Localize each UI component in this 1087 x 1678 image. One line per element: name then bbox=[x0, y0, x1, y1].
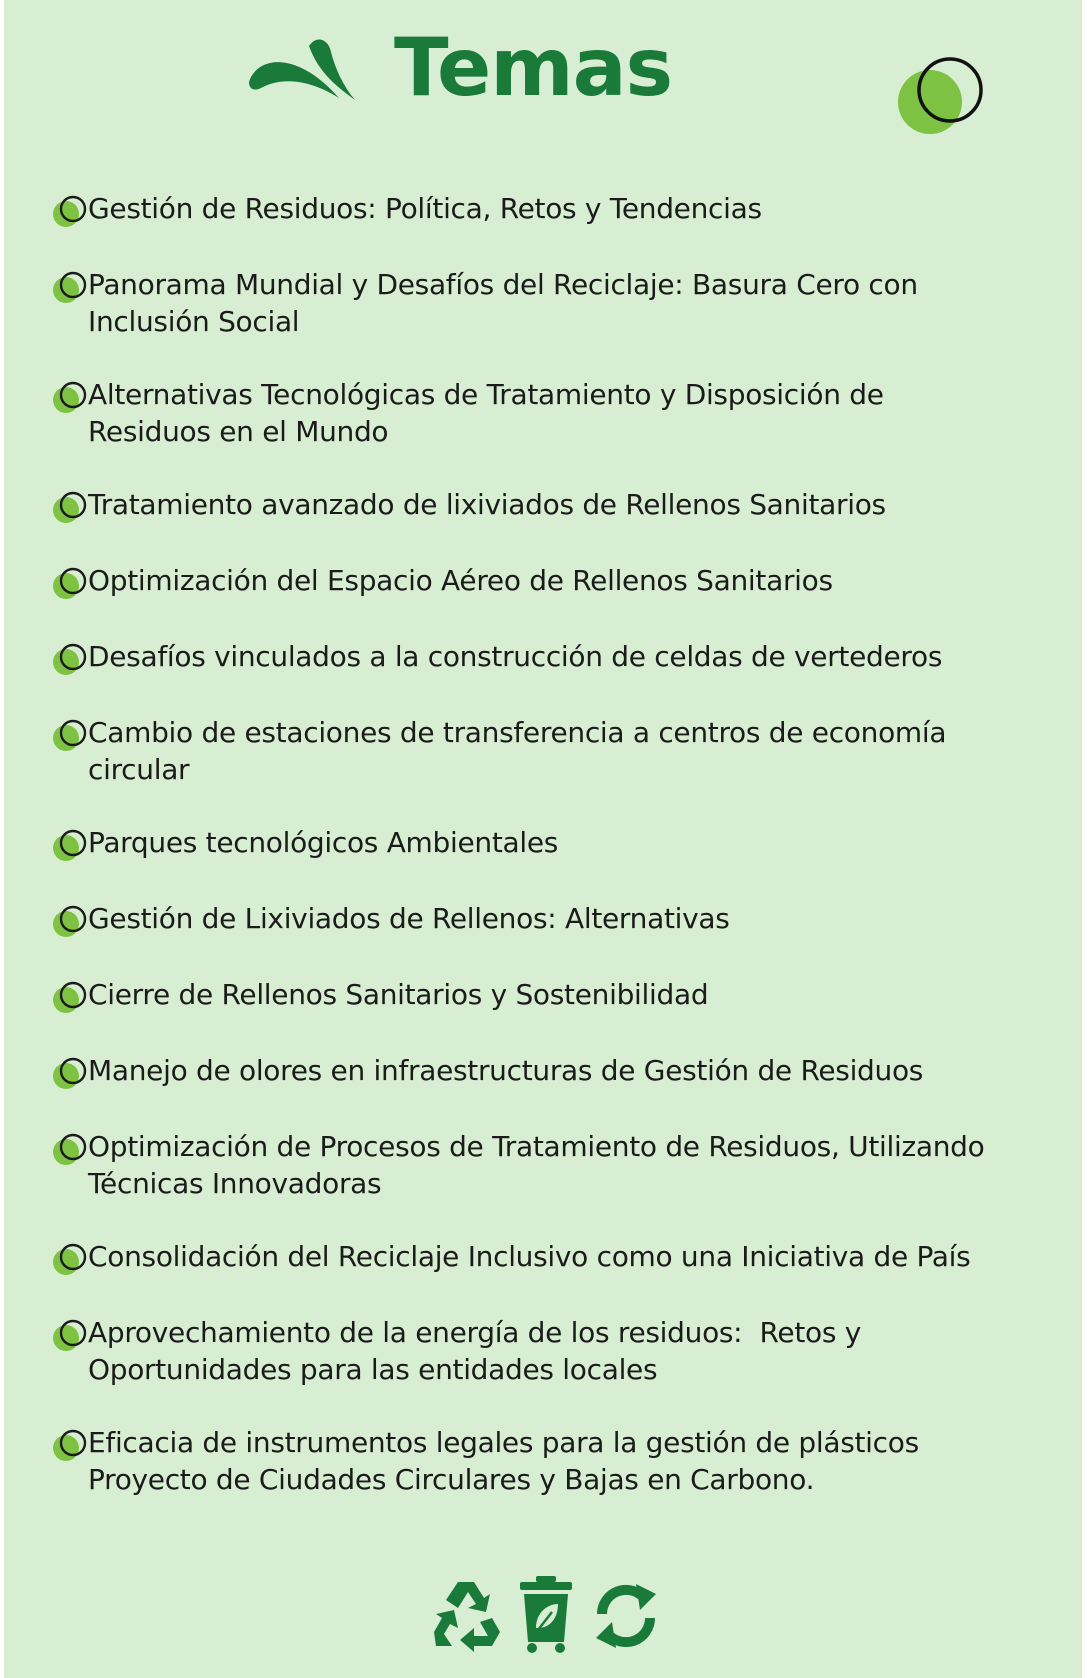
list-item bbox=[52, 1424, 1052, 1498]
list-item bbox=[52, 266, 1052, 340]
topic-text: Panorama Mundial y Desafíos del Reciclaje: Basura Cero con Inclusión Social bbox=[88, 268, 918, 338]
list-item bbox=[52, 824, 1052, 864]
bullet-icon bbox=[52, 904, 88, 940]
list-item bbox=[52, 486, 1052, 526]
topic-text: Cambio de estaciones de transferencia a centros de economía circular bbox=[88, 716, 947, 786]
list-item bbox=[52, 638, 1052, 678]
refresh-cycle-icon bbox=[590, 1580, 662, 1652]
bullet-icon bbox=[52, 194, 88, 230]
topic-text: Optimización de Procesos de Tratamiento de Residuos, Utilizando Técnicas Innovadoras bbox=[88, 1130, 985, 1200]
list-item bbox=[52, 190, 1052, 230]
topic-text: Alternativas Tecnológicas de Tratamiento y Disposición de Residuos en el Mundo bbox=[88, 378, 884, 448]
topic-text: Eficacia de instrumentos legales para la gestión de plásticos Proyecto de Ciudades Circulares y Bajas en Carbono. bbox=[88, 1426, 919, 1496]
leaf-logo-icon bbox=[247, 36, 357, 108]
header bbox=[4, 0, 1082, 160]
topic-list bbox=[52, 190, 1052, 1534]
page-title: Temas bbox=[394, 21, 673, 114]
bullet-icon bbox=[52, 718, 88, 754]
bullet-icon bbox=[52, 980, 88, 1016]
bullet-icon bbox=[52, 270, 88, 306]
topics-card bbox=[4, 0, 1082, 1678]
topic-text: Manejo de olores en infraestructuras de Gestión de Residuos bbox=[88, 1054, 924, 1087]
bullet-icon bbox=[52, 566, 88, 602]
bullet-icon bbox=[52, 1428, 88, 1464]
circles-decoration-icon bbox=[894, 52, 994, 142]
topic-text: Desafíos vinculados a la construcción de celdas de vertederos bbox=[88, 640, 943, 673]
topic-text: Parques tecnológicos Ambientales bbox=[88, 826, 559, 859]
bullet-icon bbox=[52, 828, 88, 864]
list-item bbox=[52, 1238, 1052, 1278]
list-item bbox=[52, 1128, 1052, 1202]
topic-text: Gestión de Lixiviados de Rellenos: Alternativas bbox=[88, 902, 730, 935]
bullet-icon bbox=[52, 1318, 88, 1354]
topic-text: Consolidación del Reciclaje Inclusivo como una Iniciativa de País bbox=[88, 1240, 971, 1273]
bullet-icon bbox=[52, 490, 88, 526]
bullet-icon bbox=[52, 642, 88, 678]
list-item bbox=[52, 562, 1052, 602]
topic-text: Tratamiento avanzado de lixiviados de Rellenos Sanitarios bbox=[88, 488, 886, 521]
topic-text: Optimización del Espacio Aéreo de Rellenos Sanitarios bbox=[88, 564, 833, 597]
topic-text: Cierre de Rellenos Sanitarios y Sostenibilidad bbox=[88, 978, 709, 1011]
list-item bbox=[52, 376, 1052, 450]
bullet-icon bbox=[52, 1132, 88, 1168]
list-item bbox=[52, 1314, 1052, 1388]
bullet-icon bbox=[52, 380, 88, 416]
bullet-icon bbox=[52, 1242, 88, 1278]
footer-icons bbox=[4, 1570, 1082, 1660]
recycle-icon bbox=[430, 1578, 502, 1656]
list-item bbox=[52, 714, 1052, 788]
topic-text: Gestión de Residuos: Política, Retos y Tendencias bbox=[88, 192, 762, 225]
list-item bbox=[52, 1052, 1052, 1092]
bullet-icon bbox=[52, 1056, 88, 1092]
topic-text: Aprovechamiento de la energía de los residuos: Retos y Oportunidades para las entidades locales bbox=[88, 1316, 862, 1386]
list-item bbox=[52, 976, 1052, 1016]
trash-bin-leaf-icon bbox=[516, 1574, 576, 1654]
list-item bbox=[52, 900, 1052, 940]
